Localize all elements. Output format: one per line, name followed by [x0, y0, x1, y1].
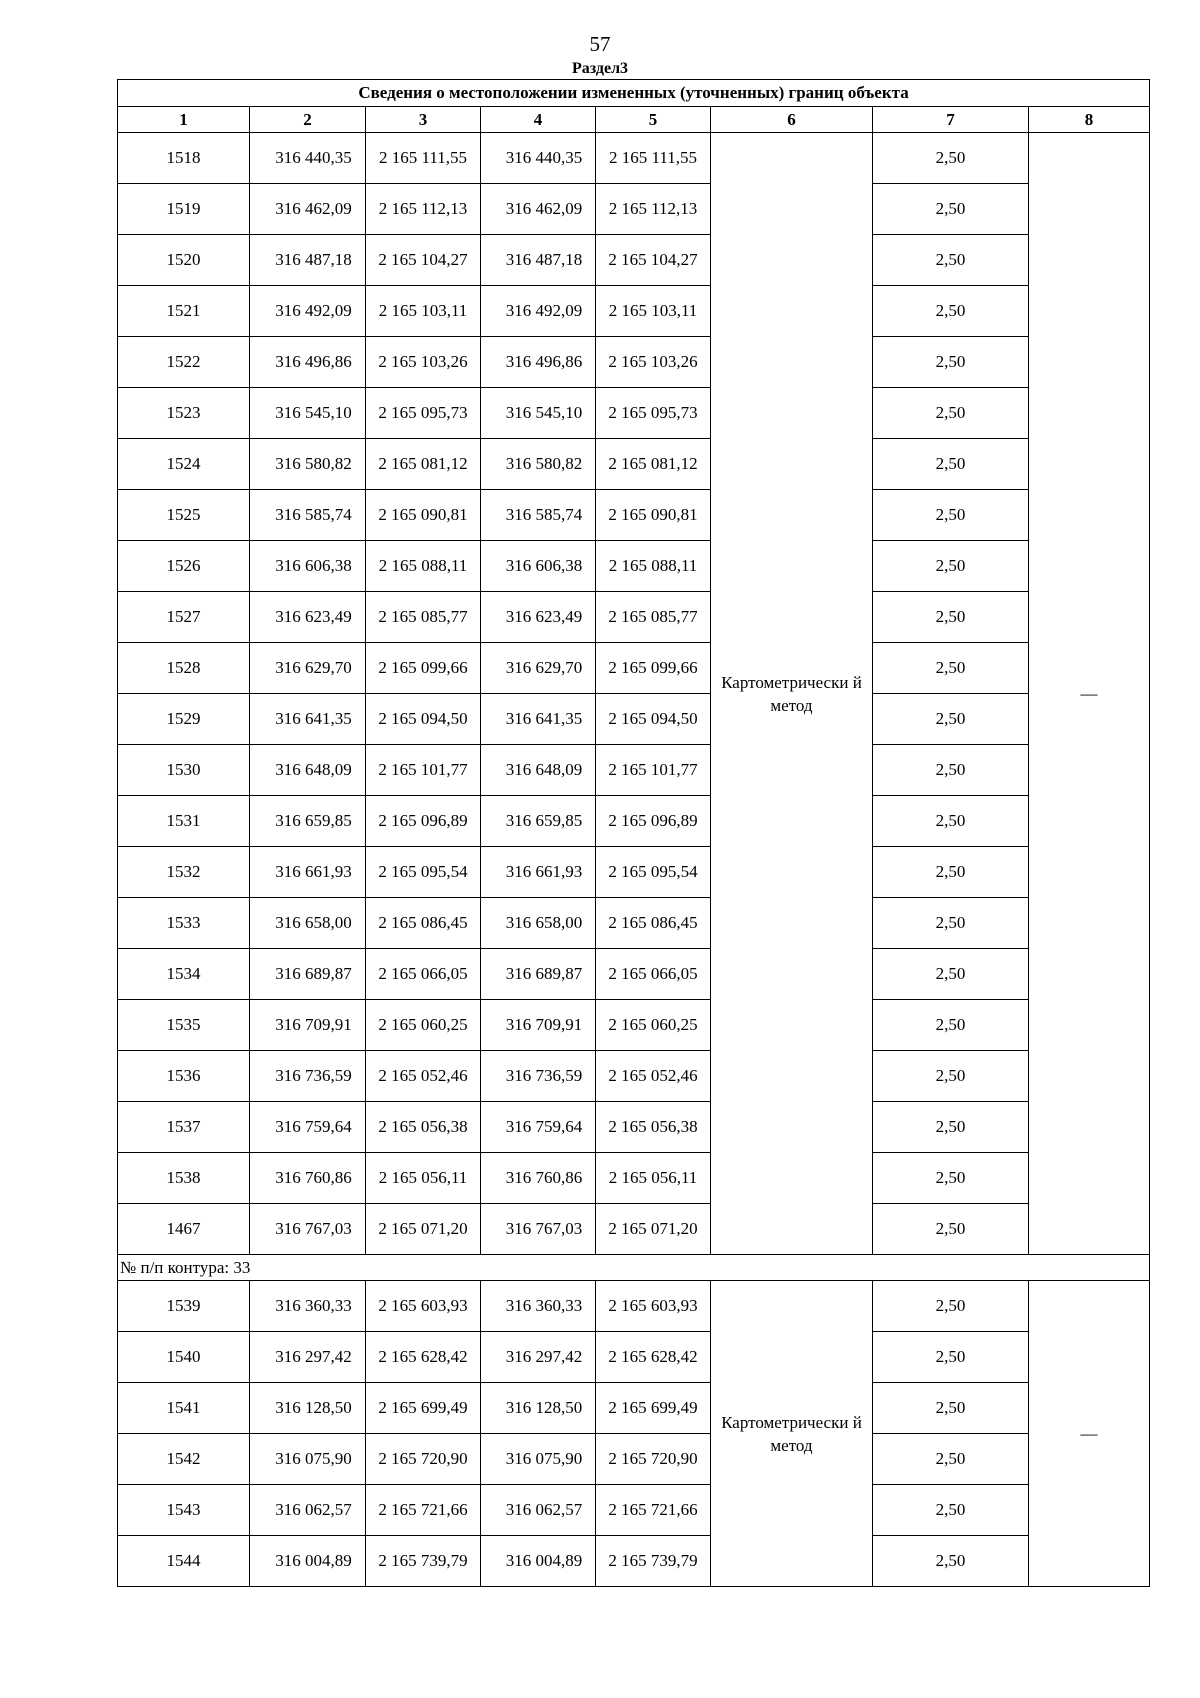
table-row [118, 541, 1150, 592]
x-new-cell: 316 062,57 [481, 1485, 596, 1536]
accuracy-cell: 2,50 [873, 388, 1029, 439]
x-old-cell: 316 641,35 [250, 694, 366, 745]
y-old-cell: 2 165 071,20 [366, 1204, 481, 1255]
accuracy-cell: 2,50 [873, 1051, 1029, 1102]
x-new-cell: 316 629,70 [481, 643, 596, 694]
y-old-cell: 2 165 052,46 [366, 1051, 481, 1102]
x-new-cell: 316 659,85 [481, 796, 596, 847]
x-new-cell: 316 580,82 [481, 439, 596, 490]
accuracy-cell: 2,50 [873, 1204, 1029, 1255]
x-old-cell: 316 661,93 [250, 847, 366, 898]
x-new-cell: 316 689,87 [481, 949, 596, 1000]
x-old-cell: 316 297,42 [250, 1332, 366, 1383]
x-new-cell: 316 496,86 [481, 337, 596, 388]
x-new-cell: 316 641,35 [481, 694, 596, 745]
x-old-cell: 316 462,09 [250, 184, 366, 235]
contour-row [118, 1255, 1150, 1281]
table-row [118, 1536, 1150, 1587]
y-new-cell: 2 165 603,93 [596, 1281, 711, 1332]
x-new-cell: 316 709,91 [481, 1000, 596, 1051]
y-old-cell: 2 165 112,13 [366, 184, 481, 235]
x-old-cell: 316 075,90 [250, 1434, 366, 1485]
y-new-cell: 2 165 111,55 [596, 133, 711, 184]
x-new-cell: 316 585,74 [481, 490, 596, 541]
accuracy-cell: 2,50 [873, 235, 1029, 286]
x-old-cell: 316 606,38 [250, 541, 366, 592]
x-old-cell: 316 004,89 [250, 1536, 366, 1587]
accuracy-cell: 2,50 [873, 541, 1029, 592]
y-old-cell: 2 165 085,77 [366, 592, 481, 643]
y-new-cell: 2 165 086,45 [596, 898, 711, 949]
x-new-cell: 316 545,10 [481, 388, 596, 439]
accuracy-cell: 2,50 [873, 1383, 1029, 1434]
accuracy-cell: 2,50 [873, 1434, 1029, 1485]
y-new-cell: 2 165 628,42 [596, 1332, 711, 1383]
column-number: 7 [873, 107, 1029, 133]
point-number-cell: 1543 [118, 1485, 250, 1536]
y-new-cell: 2 165 699,49 [596, 1383, 711, 1434]
x-new-cell: 316 492,09 [481, 286, 596, 337]
y-old-cell: 2 165 720,90 [366, 1434, 481, 1485]
y-new-cell: 2 165 096,89 [596, 796, 711, 847]
y-old-cell: 2 165 056,38 [366, 1102, 481, 1153]
y-new-cell: 2 165 060,25 [596, 1000, 711, 1051]
y-new-cell: 2 165 081,12 [596, 439, 711, 490]
y-old-cell: 2 165 099,66 [366, 643, 481, 694]
x-old-cell: 316 496,86 [250, 337, 366, 388]
y-new-cell: 2 165 104,27 [596, 235, 711, 286]
x-old-cell: 316 545,10 [250, 388, 366, 439]
table-row [118, 745, 1150, 796]
table-caption-row [118, 80, 1150, 107]
table-row [118, 1204, 1150, 1255]
table-row [118, 286, 1150, 337]
y-old-cell: 2 165 101,77 [366, 745, 481, 796]
x-new-cell: 316 440,35 [481, 133, 596, 184]
point-number-cell: 1522 [118, 337, 250, 388]
y-new-cell: 2 165 052,46 [596, 1051, 711, 1102]
y-new-cell: 2 165 739,79 [596, 1536, 711, 1587]
accuracy-cell: 2,50 [873, 898, 1029, 949]
point-number-cell: 1542 [118, 1434, 250, 1485]
x-new-cell: 316 623,49 [481, 592, 596, 643]
accuracy-cell: 2,50 [873, 439, 1029, 490]
y-old-cell: 2 165 103,11 [366, 286, 481, 337]
table-row [118, 796, 1150, 847]
table-row [118, 1153, 1150, 1204]
table-caption: Сведения о местоположении измененных (уточненных) границ объекта [118, 80, 1150, 107]
y-new-cell: 2 165 056,11 [596, 1153, 711, 1204]
x-old-cell: 316 580,82 [250, 439, 366, 490]
point-number-cell: 1539 [118, 1281, 250, 1332]
x-old-cell: 316 128,50 [250, 1383, 366, 1434]
column-number: 8 [1029, 107, 1150, 133]
x-new-cell: 316 767,03 [481, 1204, 596, 1255]
table-row [118, 949, 1150, 1000]
accuracy-cell: 2,50 [873, 694, 1029, 745]
y-new-cell: 2 165 088,11 [596, 541, 711, 592]
table-row [118, 133, 1150, 184]
accuracy-cell: 2,50 [873, 643, 1029, 694]
y-old-cell: 2 165 095,73 [366, 388, 481, 439]
column-8-cell: — [1029, 133, 1150, 1255]
table-row [118, 1102, 1150, 1153]
point-number-cell: 1530 [118, 745, 250, 796]
x-old-cell: 316 658,00 [250, 898, 366, 949]
x-new-cell: 316 462,09 [481, 184, 596, 235]
y-old-cell: 2 165 739,79 [366, 1536, 481, 1587]
accuracy-cell: 2,50 [873, 1281, 1029, 1332]
section-title: Раздел3 [571, 60, 629, 77]
x-new-cell: 316 661,93 [481, 847, 596, 898]
accuracy-cell: 2,50 [873, 847, 1029, 898]
x-old-cell: 316 736,59 [250, 1051, 366, 1102]
y-new-cell: 2 165 103,26 [596, 337, 711, 388]
y-new-cell: 2 165 101,77 [596, 745, 711, 796]
x-new-cell: 316 075,90 [481, 1434, 596, 1485]
table-row [118, 694, 1150, 745]
accuracy-cell: 2,50 [873, 796, 1029, 847]
point-number-cell: 1536 [118, 1051, 250, 1102]
x-new-cell: 316 648,09 [481, 745, 596, 796]
table-row [118, 898, 1150, 949]
y-new-cell: 2 165 056,38 [596, 1102, 711, 1153]
table-row [118, 235, 1150, 286]
point-number-cell: 1523 [118, 388, 250, 439]
point-number-cell: 1521 [118, 286, 250, 337]
x-old-cell: 316 623,49 [250, 592, 366, 643]
point-number-cell: 1526 [118, 541, 250, 592]
point-number-cell: 1531 [118, 796, 250, 847]
y-old-cell: 2 165 081,12 [366, 439, 481, 490]
table-row [118, 847, 1150, 898]
y-new-cell: 2 165 103,11 [596, 286, 711, 337]
point-number-cell: 1544 [118, 1536, 250, 1587]
table-row [118, 337, 1150, 388]
y-old-cell: 2 165 103,26 [366, 337, 481, 388]
accuracy-cell: 2,50 [873, 184, 1029, 235]
x-new-cell: 316 658,00 [481, 898, 596, 949]
x-old-cell: 316 585,74 [250, 490, 366, 541]
column-8-cell: — [1029, 1281, 1150, 1587]
point-number-cell: 1524 [118, 439, 250, 490]
point-number-cell: 1518 [118, 133, 250, 184]
x-old-cell: 316 492,09 [250, 286, 366, 337]
x-new-cell: 316 736,59 [481, 1051, 596, 1102]
accuracy-cell: 2,50 [873, 1153, 1029, 1204]
x-old-cell: 316 659,85 [250, 796, 366, 847]
y-new-cell: 2 165 721,66 [596, 1485, 711, 1536]
x-old-cell: 316 689,87 [250, 949, 366, 1000]
x-old-cell: 316 709,91 [250, 1000, 366, 1051]
table-row [118, 490, 1150, 541]
point-number-cell: 1529 [118, 694, 250, 745]
x-new-cell: 316 004,89 [481, 1536, 596, 1587]
y-new-cell: 2 165 090,81 [596, 490, 711, 541]
point-number-cell: 1519 [118, 184, 250, 235]
column-number: 2 [250, 107, 366, 133]
accuracy-cell: 2,50 [873, 1000, 1029, 1051]
y-old-cell: 2 165 090,81 [366, 490, 481, 541]
accuracy-cell: 2,50 [873, 1536, 1029, 1587]
contour-label: № п/п контура: 33 [118, 1255, 1150, 1281]
column-number: 5 [596, 107, 711, 133]
accuracy-cell: 2,50 [873, 337, 1029, 388]
x-old-cell: 316 360,33 [250, 1281, 366, 1332]
y-old-cell: 2 165 088,11 [366, 541, 481, 592]
accuracy-cell: 2,50 [873, 949, 1029, 1000]
y-new-cell: 2 165 099,66 [596, 643, 711, 694]
y-new-cell: 2 165 066,05 [596, 949, 711, 1000]
table-body [118, 80, 1150, 1587]
accuracy-cell: 2,50 [873, 133, 1029, 184]
y-old-cell: 2 165 096,89 [366, 796, 481, 847]
x-old-cell: 316 629,70 [250, 643, 366, 694]
y-old-cell: 2 165 111,55 [366, 133, 481, 184]
table-row [118, 592, 1150, 643]
accuracy-cell: 2,50 [873, 286, 1029, 337]
y-old-cell: 2 165 056,11 [366, 1153, 481, 1204]
x-old-cell: 316 767,03 [250, 1204, 366, 1255]
point-number-cell: 1467 [118, 1204, 250, 1255]
x-new-cell: 316 297,42 [481, 1332, 596, 1383]
y-old-cell: 2 165 086,45 [366, 898, 481, 949]
boundary-coordinates-table [117, 79, 1150, 1587]
y-new-cell: 2 165 095,54 [596, 847, 711, 898]
y-new-cell: 2 165 095,73 [596, 388, 711, 439]
x-new-cell: 316 760,86 [481, 1153, 596, 1204]
point-number-cell: 1535 [118, 1000, 250, 1051]
table-row [118, 1281, 1150, 1332]
y-old-cell: 2 165 094,50 [366, 694, 481, 745]
table-row [118, 1000, 1150, 1051]
y-new-cell: 2 165 112,13 [596, 184, 711, 235]
x-new-cell: 316 360,33 [481, 1281, 596, 1332]
x-old-cell: 316 440,35 [250, 133, 366, 184]
y-old-cell: 2 165 066,05 [366, 949, 481, 1000]
y-old-cell: 2 165 628,42 [366, 1332, 481, 1383]
point-number-cell: 1538 [118, 1153, 250, 1204]
y-new-cell: 2 165 094,50 [596, 694, 711, 745]
table-row [118, 1434, 1150, 1485]
y-old-cell: 2 165 060,25 [366, 1000, 481, 1051]
method-cell: Картометрически й метод [711, 1281, 873, 1587]
method-cell: Картометрически й метод [711, 133, 873, 1255]
table-row [118, 1485, 1150, 1536]
y-old-cell: 2 165 699,49 [366, 1383, 481, 1434]
x-old-cell: 316 487,18 [250, 235, 366, 286]
table-row [118, 388, 1150, 439]
accuracy-cell: 2,50 [873, 592, 1029, 643]
x-new-cell: 316 606,38 [481, 541, 596, 592]
y-new-cell: 2 165 071,20 [596, 1204, 711, 1255]
column-number: 1 [118, 107, 250, 133]
point-number-cell: 1540 [118, 1332, 250, 1383]
y-old-cell: 2 165 104,27 [366, 235, 481, 286]
table-row [118, 1332, 1150, 1383]
column-number: 6 [711, 107, 873, 133]
point-number-cell: 1528 [118, 643, 250, 694]
point-number-cell: 1533 [118, 898, 250, 949]
y-new-cell: 2 165 720,90 [596, 1434, 711, 1485]
y-old-cell: 2 165 603,93 [366, 1281, 481, 1332]
table-row [118, 1051, 1150, 1102]
x-new-cell: 316 128,50 [481, 1383, 596, 1434]
accuracy-cell: 2,50 [873, 1485, 1029, 1536]
point-number-cell: 1525 [118, 490, 250, 541]
column-number: 3 [366, 107, 481, 133]
point-number-cell: 1537 [118, 1102, 250, 1153]
accuracy-cell: 2,50 [873, 745, 1029, 796]
accuracy-cell: 2,50 [873, 1332, 1029, 1383]
point-number-cell: 1520 [118, 235, 250, 286]
accuracy-cell: 2,50 [873, 490, 1029, 541]
table-row [118, 643, 1150, 694]
x-old-cell: 316 648,09 [250, 745, 366, 796]
column-number-row [118, 107, 1150, 133]
x-new-cell: 316 759,64 [481, 1102, 596, 1153]
point-number-cell: 1541 [118, 1383, 250, 1434]
x-old-cell: 316 062,57 [250, 1485, 366, 1536]
accuracy-cell: 2,50 [873, 1102, 1029, 1153]
point-number-cell: 1527 [118, 592, 250, 643]
table-row [118, 1383, 1150, 1434]
x-old-cell: 316 760,86 [250, 1153, 366, 1204]
x-new-cell: 316 487,18 [481, 235, 596, 286]
y-old-cell: 2 165 095,54 [366, 847, 481, 898]
x-old-cell: 316 759,64 [250, 1102, 366, 1153]
column-number: 4 [481, 107, 596, 133]
point-number-cell: 1532 [118, 847, 250, 898]
table-row [118, 184, 1150, 235]
page-number: 57 [589, 32, 611, 56]
table-row [118, 439, 1150, 490]
y-old-cell: 2 165 721,66 [366, 1485, 481, 1536]
point-number-cell: 1534 [118, 949, 250, 1000]
y-new-cell: 2 165 085,77 [596, 592, 711, 643]
